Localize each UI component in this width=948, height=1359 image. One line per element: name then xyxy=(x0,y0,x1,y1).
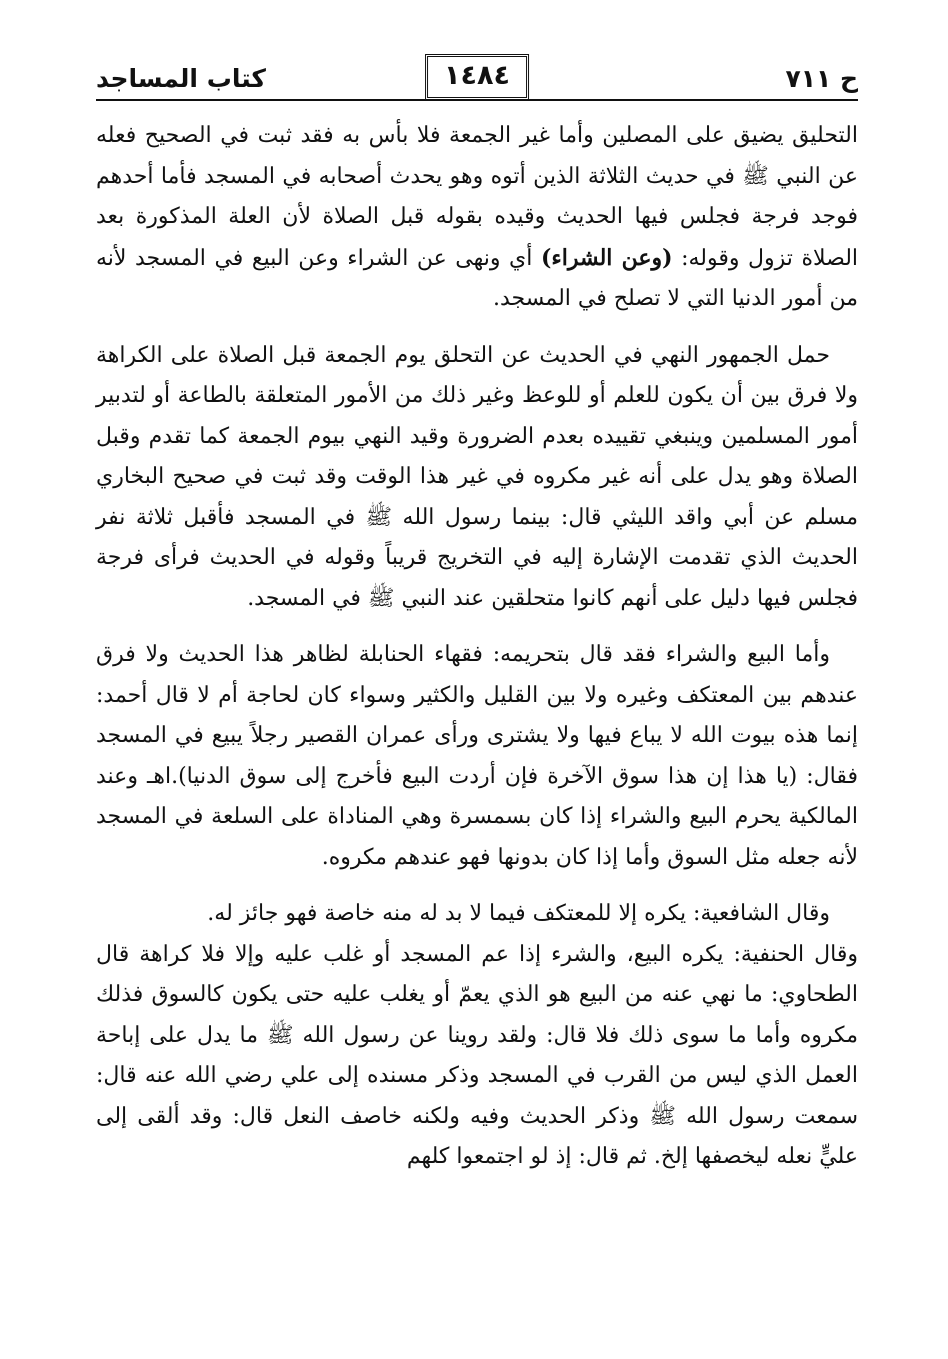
page-header xyxy=(96,40,858,106)
page-body xyxy=(96,116,858,1178)
paragraph-1-text-start: التحليق يضيق على المصلين وأما غير الجمعة فلا بأس به فقد ثبت في الصحيح فعله عن النبي ﷺ في حديث الثلاثة الذين أتوه وهو يحدث أصحابه في المسجد فأما أحدهم فوجد فرجة فجلس فيها الحديث وقيده بقوله قبل الصلاة لأن العلة المذكورة بعد الصلاة تزول وقوله: xyxy=(96,123,859,271)
book-page xyxy=(96,40,858,1330)
paragraph-1-quoted-term: (وعن الشراء) xyxy=(540,244,673,271)
page-number: ١٤٨٤ xyxy=(425,54,529,100)
paragraph-3: وأما البيع والشراء فقد قال بتحريمه: فقهاء الحنابلة لظاهر هذا الحديث ولا فرق عندهم بين المعتكف وغيره ولا بين القليل والكثير وسواء كان لحاجة أم لا قال أحمد: إنما هذه بيوت الله لا يباع فيها ولا يشترى ورأى عمران القصير رجلاً يبيع في المسجد فقال: (يا هذا إن هذا سوق الآخرة فإن أردت البيع فأخرج إلى سوق الدنيا).اهـ وعند المالكية يحرم البيع والشراء إذا كان بسمسرة وهي المناداة على السلعة في المسجد لأنه جعله مثل السوق وأما إذا كان بدونها فهو عندهم مكروه. xyxy=(96,642,858,870)
paragraph-1 xyxy=(96,116,858,320)
hadith-reference: ح ٧١١ xyxy=(785,64,858,93)
paragraph-1-text-end: أي ونهى عن الشراء وعن البيع في المسجد لأنه من أمور الدنيا التي لا تصلح في المسجد. xyxy=(96,245,858,311)
paragraph-5: وقال الحنفية: يكره البيع، والشرء إذا عم المسجد أو غلب عليه وإلا فلا كراهة قال الطحاوي: ما نهي عنه من البيع هو الذي يعمّ أو يغلب عليه حتى يكون كالسوق فذلك مكروه وأما ما سوى ذلك فلا قال: ولقد روينا عن رسول الله ﷺ ما يدل على إباحة العمل الذي ليس من القرب في المسجد وذكر مسنده إلى علي رضي الله عنه قال: سمعت رسول الله ﷺ وذكر الحديث وفيه ولكنه خاصف النعل قال: وقد ألقى إلى عليٍّ نعله ليخصفها إلخ. ثم قال: إذ لو اجتمعوا كلهم xyxy=(96,941,858,1169)
book-title: كتاب المساجد xyxy=(96,64,266,93)
paragraph-2: حمل الجمهور النهي في الحديث عن التحلق يوم الجمعة قبل الصلاة على الكراهة ولا فرق بين أن يكون للعلم أو للوعظ وغير ذلك من الأمور المتعلقة بالطاعة أو لتدبير أمور المسلمين وينبغي تقييده بعدم الضرورة وقيد النهي بيوم الجمعة كما تقدم وقبل الصلاة وهو يدل على أنه غير مكروه في غير هذا الوقت وقد ثبت في صحيح البخاري مسلم عن أبي واقد الليثي قال: بينما رسول الله ﷺ في المسجد فأقبل ثلاثة نفر الحديث الذي تقدمت الإشارة إليه في التخريج قريباً وقوله في الحديث فرأى فرجة فجلس فيها دليل على أنهم كانوا متحلقين عند النبي ﷺ في المسجد. xyxy=(96,342,858,611)
paragraph-4: وقال الشافعية: يكره إلا للمعتكف فيما لا بد له منه خاصة فهو جائز له. xyxy=(207,901,830,926)
